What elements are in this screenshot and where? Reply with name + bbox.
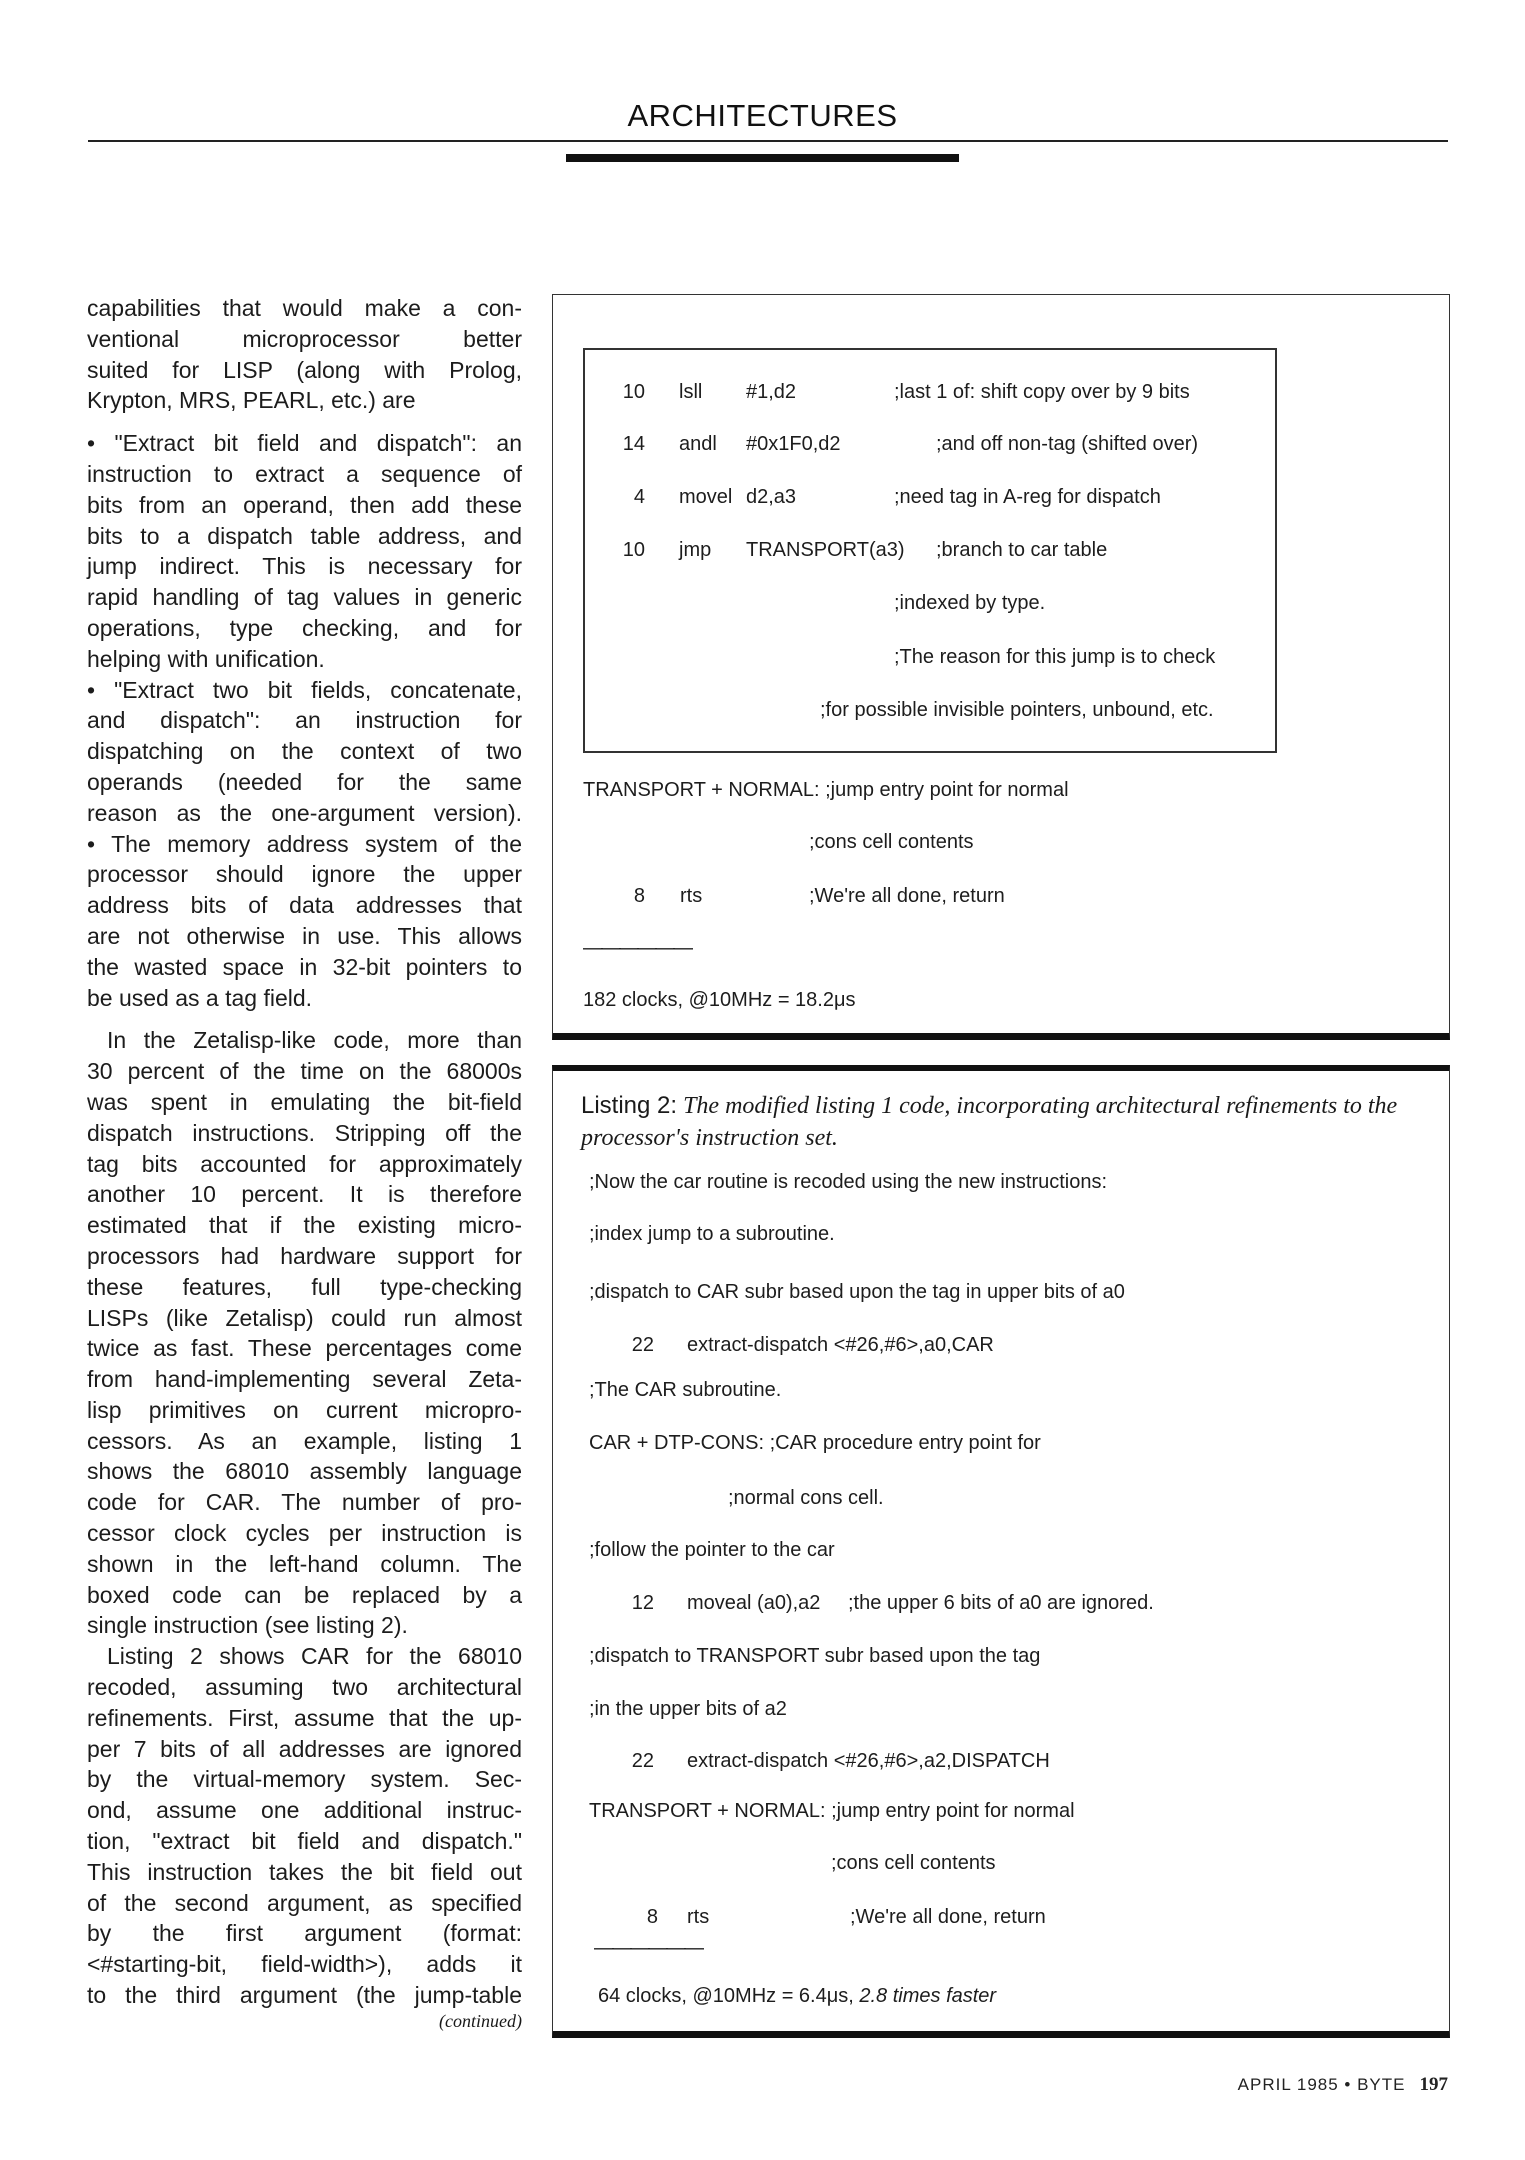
text-line: ventional microprocessor better bbox=[87, 325, 522, 352]
caption-label: Listing 2: bbox=[581, 1092, 678, 1119]
comment-line: ;index jump to a subroutine. bbox=[589, 1223, 835, 1245]
operands: TRANSPORT(a3) bbox=[746, 539, 905, 561]
text-line: the wasted space in 32-bit pointers to bbox=[87, 953, 522, 980]
cycles: 8 bbox=[646, 1906, 658, 1928]
opcode: jmp bbox=[679, 539, 712, 561]
comment-line: ;follow the pointer to the car bbox=[589, 1539, 835, 1561]
total-clocks-line bbox=[598, 1984, 996, 2008]
text-line: are not otherwise in use. This allows bbox=[87, 922, 522, 949]
text-line: helping with unification. bbox=[87, 645, 325, 672]
text-line: LISPs (like Zetalisp) could run almost bbox=[87, 1304, 522, 1331]
issue-info: APRIL 1985 • BYTE bbox=[1237, 2075, 1406, 2094]
opcode: rts bbox=[687, 1906, 710, 1928]
text-line: In the Zetalisp-like code, more than bbox=[107, 1027, 522, 1054]
sum-rule: —————— bbox=[594, 1937, 702, 1959]
text-line: shown in the left-hand column. The bbox=[87, 1550, 522, 1577]
text-line: bits from an operand, then add these bbox=[87, 491, 522, 518]
comment: ;need tag in A-reg for dispatch bbox=[894, 486, 1161, 508]
comment: ;branch to car table bbox=[936, 539, 1108, 561]
text-line: from hand-implementing several Zeta- bbox=[87, 1366, 522, 1393]
opcode: lsll bbox=[679, 381, 703, 403]
paragraph bbox=[87, 675, 522, 829]
text-line: per 7 bits of all addresses are ignored bbox=[87, 1735, 522, 1762]
speedup: 2.8 times faster bbox=[859, 1985, 997, 2007]
text-line: cessors. As an example, listing 1 bbox=[87, 1427, 522, 1454]
entry-label: TRANSPORT + NORMAL: ;jump entry point for normal bbox=[583, 779, 1069, 801]
comment: ;the upper 6 bits of a0 are ignored. bbox=[848, 1592, 1154, 1614]
listing-2-caption bbox=[581, 1090, 1401, 1154]
total-clocks: 64 clocks, @10MHz = 6.4μs, bbox=[598, 1985, 854, 2007]
comment-line: ;normal cons cell. bbox=[728, 1487, 884, 1509]
text-line: single instruction (see listing 2). bbox=[87, 1612, 408, 1639]
operands: d2,a3 bbox=[746, 486, 797, 508]
text-line: code for CAR. The number of pro- bbox=[87, 1489, 522, 1516]
instruction: moveal (a0),a2 bbox=[687, 1592, 821, 1614]
comment-line: ;for possible invisible pointers, unbound, etc. bbox=[820, 699, 1214, 721]
paragraph bbox=[87, 428, 522, 674]
text-line: lisp primitives on current micropro- bbox=[87, 1396, 522, 1423]
paragraph bbox=[87, 829, 522, 1014]
instruction: extract-dispatch <#26,#6>,a0,CAR bbox=[687, 1334, 994, 1356]
cycles: 22 bbox=[631, 1334, 654, 1356]
comment-line: ;The reason for this jump is to check bbox=[894, 646, 1216, 668]
text-line: cessor clock cycles per instruction is bbox=[87, 1520, 522, 1547]
comment: ;We're all done, return bbox=[809, 885, 1005, 907]
text-line: jump indirect. This is necessary for bbox=[87, 553, 522, 580]
total-clocks: 182 clocks, @10MHz = 18.2μs bbox=[583, 989, 856, 1011]
text-line: tion, "extract bit field and dispatch." bbox=[87, 1828, 522, 1855]
comment-line: ;in the upper bits of a2 bbox=[589, 1698, 787, 1720]
text-line: refinements. First, assume that the up- bbox=[87, 1704, 522, 1731]
comment: ;last 1 of: shift copy over by 9 bits bbox=[894, 381, 1190, 403]
paragraph bbox=[87, 1641, 522, 2011]
text-line: and dispatch": an instruction for bbox=[87, 707, 522, 734]
comment-line: ;Now the car routine is recoded using the new instructions: bbox=[589, 1171, 1108, 1193]
comment-line: ;The CAR subroutine. bbox=[589, 1379, 782, 1401]
continued-note: (continued) bbox=[439, 2011, 522, 2031]
header-rule bbox=[88, 140, 1448, 142]
text-line: bits to a dispatch table address, and bbox=[87, 522, 522, 549]
text-line: by the first argument (format: bbox=[87, 1920, 522, 1947]
paragraph bbox=[87, 293, 522, 416]
text-line: rapid handling of tag values in generic bbox=[87, 584, 522, 611]
comment-line: ;dispatch to CAR subr based upon the tag in upper bits of a0 bbox=[589, 1281, 1125, 1303]
text-line: processors had hardware support for bbox=[87, 1242, 522, 1269]
opcode: andl bbox=[679, 433, 717, 455]
text-line: recoded, assuming two architectural bbox=[87, 1674, 522, 1701]
operands: #1,d2 bbox=[746, 381, 797, 403]
text-line: ond, assume one additional instruc- bbox=[87, 1797, 522, 1824]
operands: #0x1F0,d2 bbox=[746, 433, 841, 455]
comment-line: ;cons cell contents bbox=[809, 831, 974, 853]
opcode: movel bbox=[679, 486, 733, 508]
text-line: dispatching on the context of two bbox=[87, 738, 522, 765]
cycles: 10 bbox=[622, 381, 645, 403]
text-line: another 10 percent. It is therefore bbox=[87, 1181, 522, 1208]
text-line: operations, type checking, and for bbox=[87, 614, 522, 641]
text-line: operands (needed for the same bbox=[87, 768, 522, 795]
text-line: instruction to extract a sequence of bbox=[87, 460, 522, 487]
text-line: This instruction takes the bit field out bbox=[87, 1858, 522, 1885]
comment: ;and off non-tag (shifted over) bbox=[936, 433, 1199, 455]
cycles: 12 bbox=[631, 1592, 654, 1614]
cycles: 22 bbox=[631, 1750, 654, 1772]
text-line: estimated that if the existing micro- bbox=[87, 1212, 522, 1239]
text-line: • "Extract two bit fields, concatenate, bbox=[87, 676, 522, 703]
text-line: twice as fast. These percentages come bbox=[87, 1335, 522, 1362]
text-line: Listing 2 shows CAR for the 68010 bbox=[107, 1643, 522, 1670]
cycles: 10 bbox=[622, 539, 645, 561]
text-line: 30 percent of the time on the 68000s bbox=[87, 1058, 522, 1085]
comment: ;We're all done, return bbox=[850, 1906, 1046, 1928]
entry-label: TRANSPORT + NORMAL: ;jump entry point for normal bbox=[589, 1800, 1075, 1822]
text-line: be used as a tag field. bbox=[87, 984, 313, 1011]
text-line: capabilities that would make a con- bbox=[87, 295, 522, 321]
caption-text: The modified listing 1 code, incorporating architectural refinements to the processor's instruction set. bbox=[581, 1093, 1398, 1151]
section-title: ARCHITECTURES bbox=[627, 98, 898, 133]
text-line: boxed code can be replaced by a bbox=[87, 1581, 522, 1608]
text-line: • The memory address system of the bbox=[87, 830, 522, 857]
text-line: these features, full type-checking bbox=[87, 1273, 522, 1300]
cycles: 14 bbox=[622, 433, 645, 455]
text-line: <#starting-bit, field-width>), adds it bbox=[87, 1951, 522, 1978]
cycles: 4 bbox=[633, 486, 645, 508]
instruction: extract-dispatch <#26,#6>,a2,DISPATCH bbox=[687, 1750, 1050, 1772]
text-line: by the virtual-memory system. Sec- bbox=[87, 1766, 522, 1793]
comment-line: ;cons cell contents bbox=[831, 1852, 996, 1874]
opcode: rts bbox=[680, 885, 703, 907]
article-body-column bbox=[87, 293, 522, 2011]
page-number: 197 bbox=[1419, 2074, 1448, 2095]
paragraph bbox=[87, 1025, 522, 1641]
text-line: shows the 68010 assembly language bbox=[87, 1458, 522, 1485]
sum-rule: —————— bbox=[583, 937, 691, 959]
text-line: Krypton, MRS, PEARL, etc.) are bbox=[87, 387, 416, 414]
text-line: • "Extract bit field and dispatch": an bbox=[87, 430, 522, 457]
text-line: to the third argument (the jump-table bbox=[87, 1982, 522, 2009]
text-line: processor should ignore the upper bbox=[87, 861, 522, 888]
comment-line: ;dispatch to TRANSPORT subr based upon the tag bbox=[589, 1645, 1041, 1667]
cycles: 8 bbox=[633, 885, 645, 907]
text-line: address bits of data addresses that bbox=[87, 892, 522, 919]
text-line: reason as the one-argument version). bbox=[87, 799, 522, 826]
text-line: suited for LISP (along with Prolog, bbox=[87, 356, 522, 383]
text-line: of the second argument, as specified bbox=[87, 1889, 522, 1916]
text-line: tag bits accounted for approximately bbox=[87, 1150, 522, 1177]
entry-label: CAR + DTP-CONS: ;CAR procedure entry point for bbox=[589, 1432, 1041, 1454]
header-bar bbox=[566, 154, 959, 162]
text-line: was spent in emulating the bit-field bbox=[87, 1088, 522, 1115]
page-footer bbox=[1238, 2074, 1448, 2096]
comment-line: ;indexed by type. bbox=[894, 592, 1046, 614]
text-line: dispatch instructions. Stripping off the bbox=[87, 1119, 522, 1146]
